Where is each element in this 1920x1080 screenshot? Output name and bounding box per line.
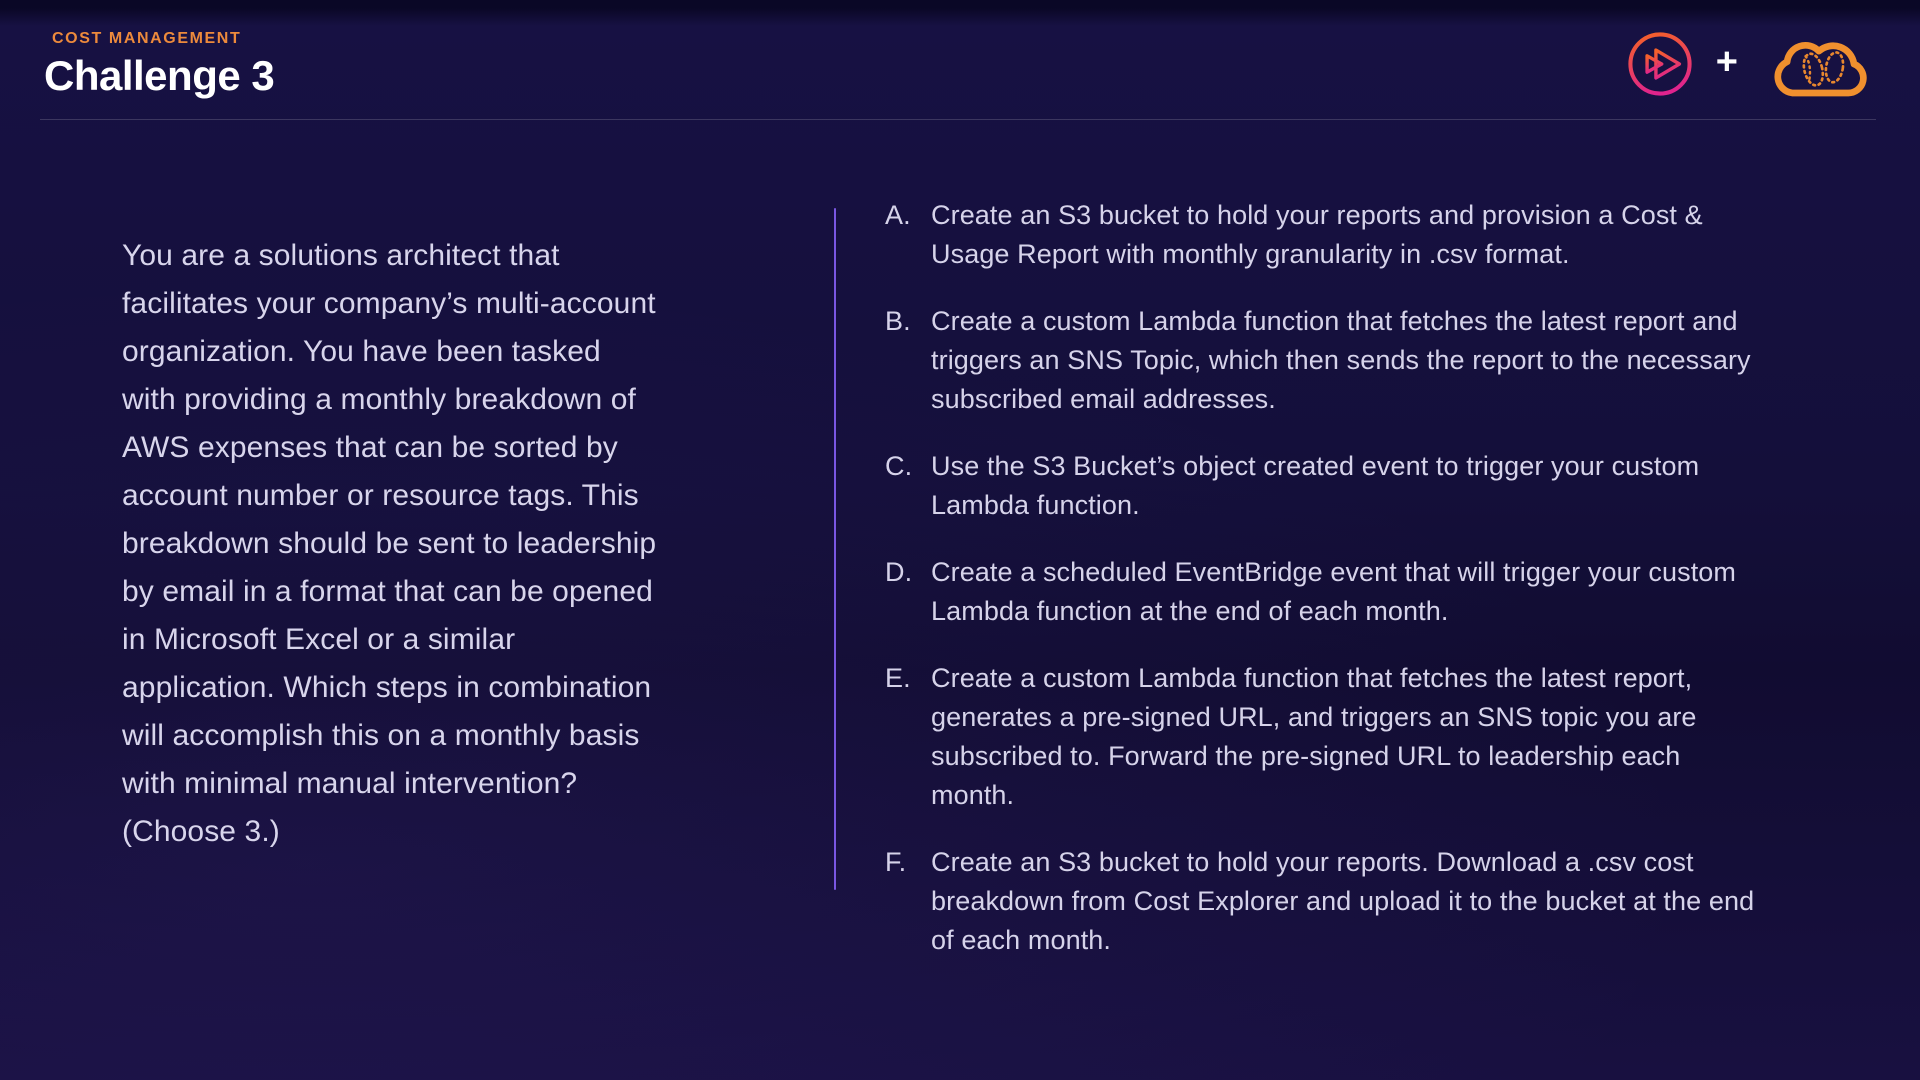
options-list bbox=[885, 196, 1805, 988]
logo-group bbox=[1620, 24, 1880, 104]
option-text: Create a scheduled EventBridge event that will trigger your custom Lambda function at the end of each month. bbox=[931, 557, 1737, 626]
acloudguru-cloud-icon bbox=[1760, 25, 1880, 103]
header bbox=[44, 30, 274, 97]
header-divider bbox=[40, 119, 1876, 120]
option-text: Create an S3 bucket to hold your reports. Download a .csv cost breakdown from Cost Explorer and upload it to the bucket at the end of each month. bbox=[931, 847, 1755, 955]
option-text: Create an S3 bucket to hold your reports and provision a Cost & Usage Report with monthly granularity in .csv format. bbox=[931, 200, 1703, 269]
option-letter: E. bbox=[885, 663, 911, 693]
answer-option-e bbox=[885, 659, 1805, 815]
answer-option-c bbox=[885, 447, 1805, 525]
answer-option-a bbox=[885, 196, 1805, 274]
answer-option-f bbox=[885, 843, 1805, 960]
eyebrow-label: COST MANAGEMENT bbox=[52, 30, 242, 47]
answer-option-d bbox=[885, 553, 1805, 631]
option-letter: A. bbox=[885, 200, 911, 230]
question-text: You are a solutions architect that facilitates your company’s multi-account organization. You have been tasked with providing a monthly breakdown of AWS expenses that can be sorted by account number or resource tags. This breakdown should be sent to leadership by email in a format that can be opened in Microsoft Excel or a similar application. Which steps in combination will accomplish this on a monthly basis with minimal manual intervention? (Choose 3.) bbox=[122, 239, 657, 848]
answer-option-b bbox=[885, 302, 1805, 419]
plus-icon: + bbox=[1715, 41, 1738, 83]
option-letter: B. bbox=[885, 306, 911, 336]
option-text: Create a custom Lambda function that fetches the latest report and triggers an SNS Topic, which then sends the report to the necessary subscribed email addresses. bbox=[931, 306, 1751, 414]
option-text: Use the S3 Bucket’s object created event to trigger your custom Lambda function. bbox=[931, 451, 1700, 520]
option-letter: C. bbox=[885, 451, 913, 481]
question-options-divider bbox=[834, 208, 836, 890]
option-text: Create a custom Lambda function that fetches the latest report, generates a pre-signed URL, and triggers an SNS topic you are subscribed to. Forward the pre-signed URL to leadership each month. bbox=[931, 663, 1697, 810]
option-letter: F. bbox=[885, 847, 907, 877]
page-title: Challenge 3 bbox=[44, 52, 275, 99]
pluralsight-logo-icon bbox=[1626, 30, 1694, 98]
option-letter: D. bbox=[885, 557, 913, 587]
